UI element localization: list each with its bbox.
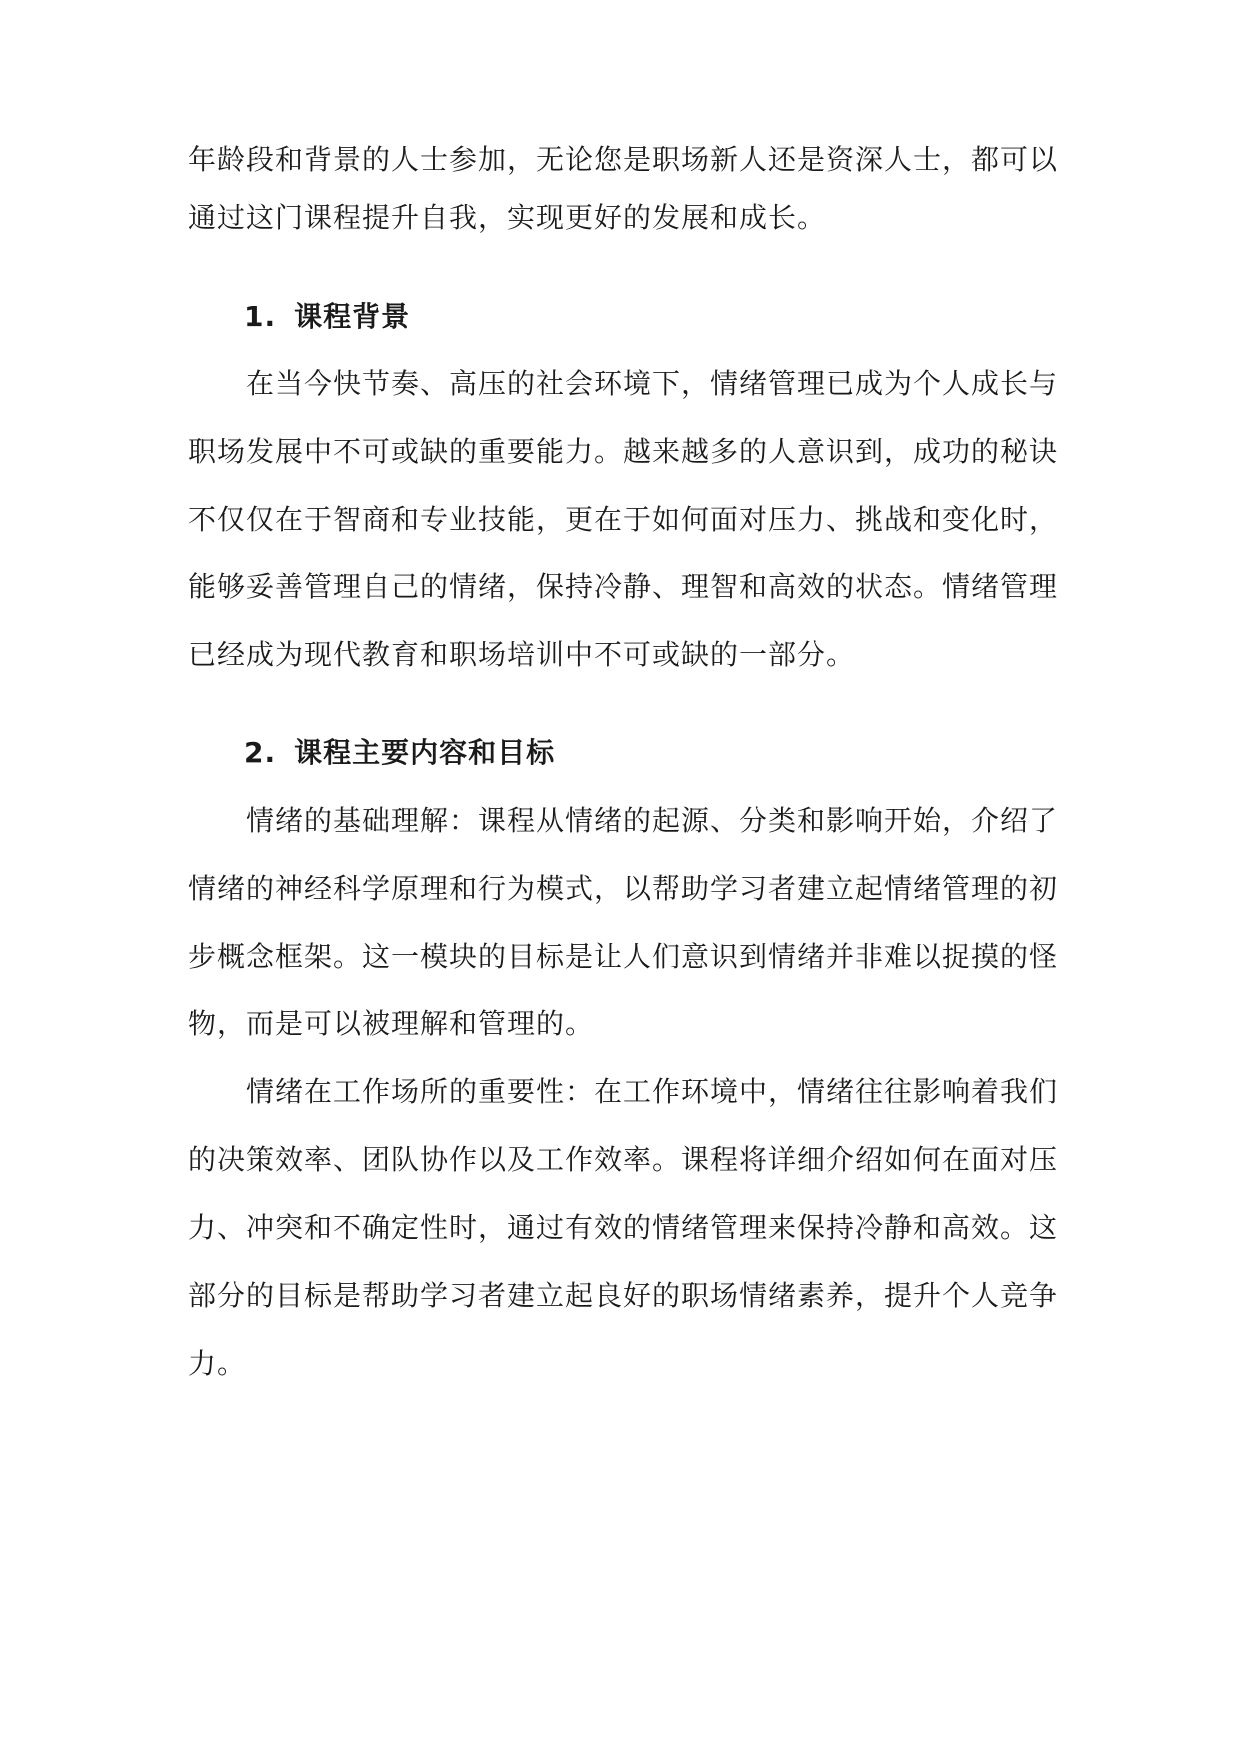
section-2-para-1-line-1: 情绪的基础理解：课程从情绪的起源、分类和影响开始，介绍了 [246,804,1059,837]
section-1-line-5: 已经成为现代教育和职场培训中不可或缺的一部分。 [188,638,856,671]
section-2-para-2-line-3: 力、冲突和不确定性时，通过有效的情绪管理来保持冷静和高效。这 [188,1211,1059,1244]
section-2-para-2-line-5: 力。 [188,1347,247,1380]
section-2-para-2-line-4: 部分的目标是帮助学习者建立起良好的职场情绪素养，提升个人竞争 [188,1279,1059,1312]
section-2-para-1-line-2: 情绪的神经科学原理和行为模式，以帮助学习者建立起情绪管理的初 [188,872,1059,905]
section-1-line-3: 不仅仅在于智商和专业技能，更在于如何面对压力、挑战和变化时， [188,503,1059,536]
section-1-number: 1. [244,300,277,333]
section-2-heading [244,733,555,773]
section-2-title: 课程主要内容和目标 [294,736,556,769]
section-1-title: 课程背景 [294,300,411,333]
section-2-para-1-line-3: 步概念框架。这一模块的目标是让人们意识到情绪并非难以捉摸的怪 [188,940,1059,973]
section-2-para-2-line-1: 情绪在工作场所的重要性：在工作环境中，情绪往往影响着我们 [246,1075,1059,1108]
section-1-heading [244,297,410,337]
intro-line-2: 通过这门课程提升自我，实现更好的发展和成长。 [188,201,827,234]
section-1-line-1: 在当今快节奏、高压的社会环境下，情绪管理已成为个人成长与 [246,367,1059,400]
section-2-para-2-line-2: 的决策效率、团队协作以及工作效率。课程将详细介绍如何在面对压 [188,1143,1059,1176]
intro-line-1: 年龄段和背景的人士参加，无论您是职场新人还是资深人士，都可以 [188,143,1059,176]
section-2-number: 2. [244,736,277,769]
section-2-para-1-line-4: 物，而是可以被理解和管理的。 [188,1007,595,1040]
section-1-line-4: 能够妥善管理自己的情绪，保持冷静、理智和高效的状态。情绪管理 [188,570,1059,603]
section-1-line-2: 职场发展中不可或缺的重要能力。越来越多的人意识到，成功的秘诀 [188,435,1059,468]
